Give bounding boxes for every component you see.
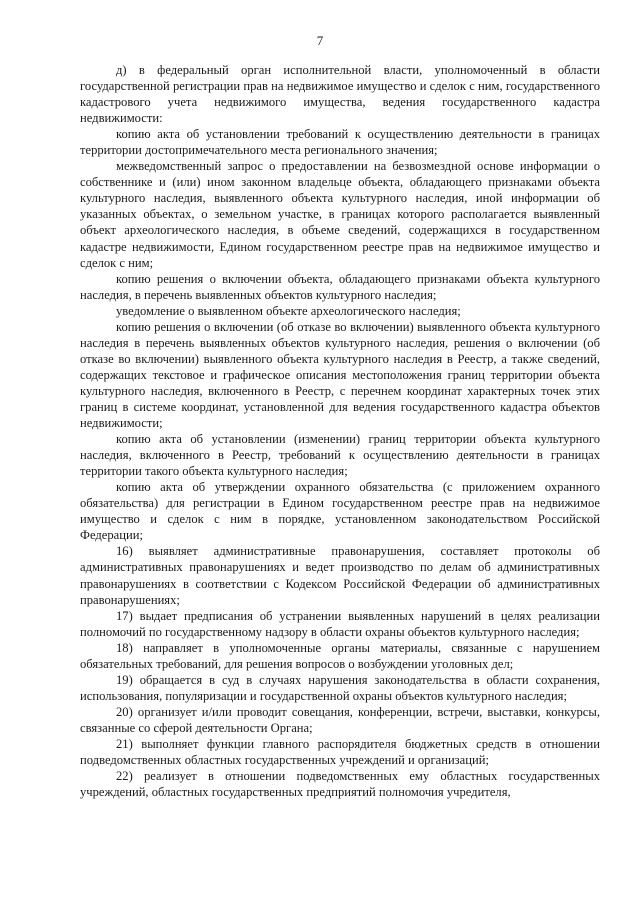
paragraph: 19) обращается в суд в случаях нарушения законодательства в области сохранения, использования, популяризации и государственной охраны объектов культурного наследия; (80, 672, 600, 703)
paragraph: уведомление о выявленном объекте археологического наследия; (116, 303, 461, 318)
paragraph: копию акта об установлении требований к осуществлению деятельности в границах территории достопримечательного места регионального значения; (80, 127, 600, 158)
paragraph: 16) выявляет административные правонарушения, составляет протоколы об административных правонарушениях и ведет производство по делам об административных правонарушениях в соответствии с Кодексом Российской Федерации об административных правонарушениях; (80, 544, 600, 607)
paragraph: межведомственный запрос о предоставлении на безвозмездной основе информации о собственнике и (или) ином законном владельце объекта, обладающего признаками объекта культурного наследия, выявленного объекта культурного наследия, иной информации об указанных объектах, о земельном участке, в границах которого располагается выявленный объект археологического наследия, в объеме сведений, содержащихся в государственном кадастре недвижимости, Едином государственном реестре прав на недвижимое имущество и сделок с ним; (80, 159, 600, 270)
paragraph: 17) выдает предписания об устранении выявленных нарушений в целях реализации полномочий по государственному надзору в области охраны объектов культурного наследия; (80, 608, 600, 639)
paragraph: копию решения о включении (об отказе во включении) выявленного объекта культурного наследия в перечень выявленных объектов культурного наследия, решения о включении (об отказе во включении) выявленного объекта культурного наследия в Реестр, а также сведений, содержащих текстовое и графическое описания местоположения границ территории объекта культурного наследия, включенного в Реестр, с перечнем координат характерных точек этих границ в системе координат, установленной для ведения государственного кадастра объектов недвижимости; (80, 319, 600, 431)
paragraph: 18) направляет в уполномоченные органы материалы, связанные с нарушением обязательных требований, для решения вопросов о возбуждении уголовных дел; (80, 640, 600, 671)
page-number: 7 (316, 33, 324, 48)
paragraph: копию акта об установлении (изменении) границ территории объекта культурного наследия, включенного в Реестр, требований к осуществлению деятельности в границах территории такого объекта культурного наследия; (80, 432, 600, 479)
paragraph: д) в федеральный орган исполнительной власти, уполномоченный в области государственной регистрации прав на недвижимое имущество и сделок с ним, государственного кадастрового учета недвижимого имущества, ведения государственного кадастра недвижимости: (80, 63, 600, 126)
paragraph: 22) реализует в отношении подведомственных ему областных государственных учреждений, областных государственных предприятий полномочия учредителя, (80, 769, 600, 800)
paragraph: копию акта об утверждении охранного обязательства (с приложением охранного обязательства) для регистрации в Едином государственном реестре прав на недвижимое имущество и сделок с ним в порядке, установленном законодательством Российской Федерации; (80, 480, 600, 543)
paragraph: копию решения о включении объекта, обладающего признаками объекта культурного наследия, в перечень выявленных объектов культурного наследия; (80, 271, 600, 302)
document-body (80, 62, 600, 800)
paragraph: 20) организует и/или проводит совещания, конференции, встречи, выставки, конкурсы, связанные со сферой деятельности Органа; (80, 704, 600, 735)
paragraph: 21) выполняет функции главного распорядителя бюджетных средств в отношении подведомственных областных государственных учреждений и организаций; (80, 736, 600, 768)
